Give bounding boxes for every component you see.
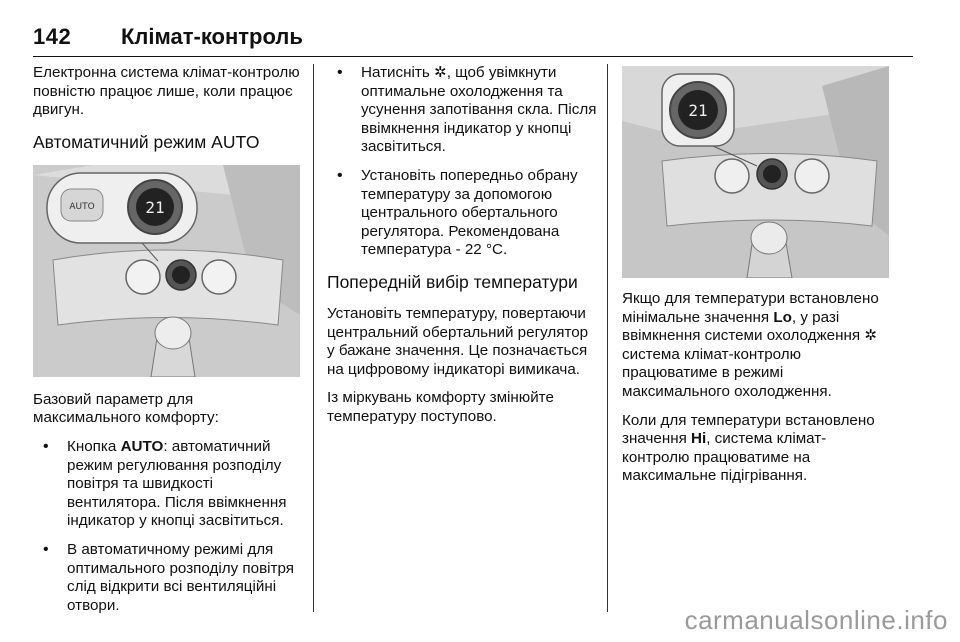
column-2 — [327, 64, 597, 437]
snowflake-icon: ✲ — [864, 327, 878, 345]
bullet-text: , щоб увімкнути оптимальне охолодження та усунення запотівання скла. Після ввімкнення індикатор у кнопці засвітиться. — [361, 64, 597, 156]
temperature-paragraph-1: Установіть температуру, повертаючи центральний обертальний регулятор у бажане значення. Це позначається на цифровому індикаторі вимикача. — [327, 304, 589, 378]
column-divider-2 — [607, 64, 608, 612]
hi-paragraph — [622, 412, 892, 486]
para-text: система клімат-контролю працюватиме в режимі максимального охолодження. — [622, 345, 832, 400]
hi-keyword: Hi — [691, 430, 707, 448]
para-text: Якщо для температури встановлено мінімальне значення — [622, 290, 879, 326]
bullet-air-vents: • В автоматичному режимі для оптимального розподілу повітря слід відкрити всі вентиляційні отвори. — [33, 541, 303, 615]
climate-panel-figure — [33, 165, 300, 377]
para-text: Коли для температури встановлено значення — [622, 411, 875, 448]
lo-paragraph — [622, 290, 892, 402]
temperature-knob-figure — [622, 66, 889, 278]
watermark: carmanualsonline.info — [684, 605, 948, 635]
para-text: , у разі ввімкнення системи охолодження — [622, 308, 865, 345]
lo-keyword: Lo — [773, 308, 792, 326]
bullet-auto-button — [33, 438, 303, 531]
snowflake-icon: ✲ — [433, 64, 447, 81]
intro-paragraph: Електронна система клімат-контролю повністю працює лише, коли працює двигун. — [33, 64, 300, 119]
bullet-text: : автоматичний режим регулювання розподілу повітря та швидкості вентилятора. Після ввімкнення індикатор у кнопці засвітиться. — [67, 437, 287, 530]
caption-paragraph: Базовий параметр для максимального комфорту: — [33, 390, 219, 427]
section-heading-auto: Автоматичний режим AUTO — [33, 131, 260, 152]
bullet-text: Кнопка — [67, 437, 121, 455]
page-header — [33, 22, 913, 57]
auto-bullet-list — [33, 438, 303, 615]
temperature-knob-illustration — [622, 66, 889, 278]
column-1 — [33, 64, 303, 625]
bullet-cooling-button — [327, 64, 597, 157]
column-3 — [622, 64, 892, 496]
auto-button-label: AUTO — [69, 201, 95, 212]
temperature-display: 21 — [145, 197, 165, 217]
column-divider-1 — [313, 64, 314, 612]
cooling-bullet-list — [327, 64, 597, 260]
section-heading-temperature: Попередній вибір температури — [327, 271, 578, 292]
page-title: Клімат-контроль — [121, 24, 303, 49]
bullet-text: Натисніть — [361, 64, 434, 81]
temperature-display: 21 — [688, 101, 708, 120]
temperature-paragraph-2: Із міркувань комфорту змінюйте температуру поступово. — [327, 389, 554, 425]
bullet-preset-temperature: • Установіть попередньо обрану температуру за допомогою центрального обертального регулятора. Рекомендована температура - 22 °C. — [327, 167, 597, 260]
auto-keyword: AUTO — [120, 437, 164, 455]
para-text: , система клімат-контролю працюватиме на максимальне підігрівання. — [622, 430, 827, 485]
climate-panel-illustration — [33, 165, 300, 377]
page-number: 142 — [33, 24, 72, 49]
